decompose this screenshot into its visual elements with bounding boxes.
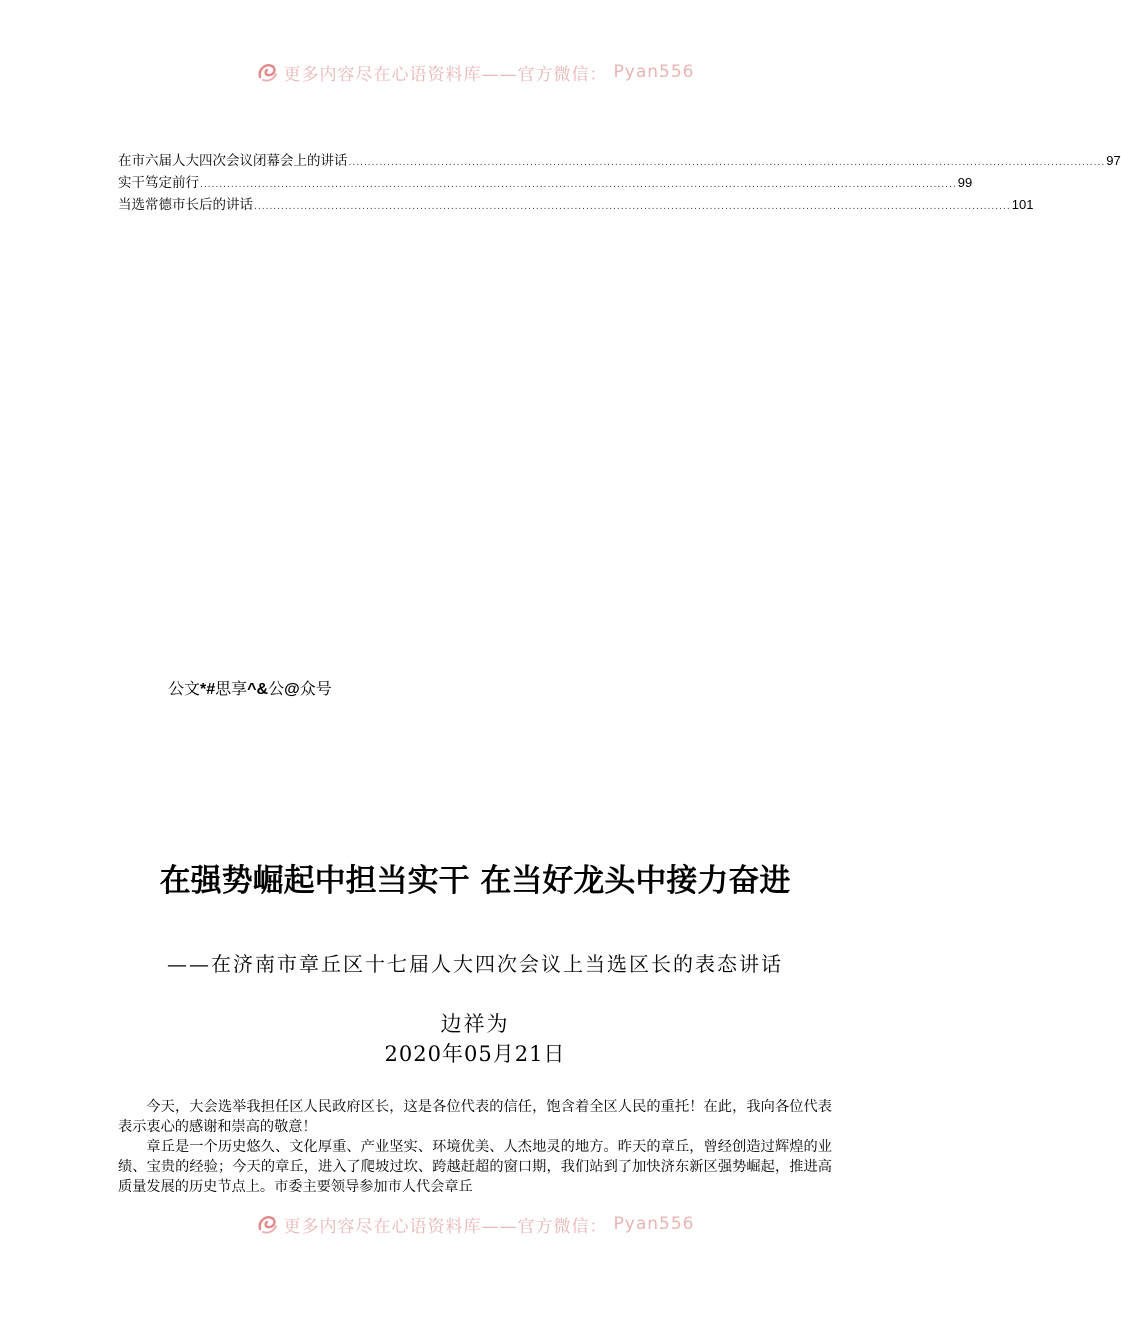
promo-symbol: ^& [247,681,269,698]
article-subtitle: ——在济南市章丘区十七届人大四次会议上当选区长的表态讲话 [167,952,783,976]
promo-text: 公 [268,679,285,698]
toc-leader-dots: .................................................................................................................................................................................................... [348,158,1106,168]
article-title: 在强势崛起中担当实干 在当好龙头中接力奋进 [159,863,791,899]
watermark-text: 更多内容尽在心语资料库——官方微信： [283,64,608,85]
toc-entry-page: 99 [957,175,973,190]
watermark-text: 更多内容尽在心语资料库——官方微信： [283,1216,608,1237]
table-of-contents [118,150,1121,216]
watermark-handle: Pyan556 [613,62,695,82]
promo-text: 众号 [299,679,332,698]
article-date: 2020年05月21日 [384,1042,566,1066]
body-paragraph: 今天，大会选举我担任区人民政府区长，这是各位代表的信任，饱含着全区人民的重托！在此，我向各位代表表示衷心的感谢和崇高的敬意！ [118,1099,832,1135]
article-body [118,1097,832,1197]
toc-entry[interactable] [118,150,1121,172]
toc-leader-dots: .................................................................................................................................................................................................... [254,202,1011,212]
watermark-footer [0,1209,950,1239]
watermark-handle: Pyan556 [613,1214,695,1234]
promo-symbol: @ [284,681,300,698]
toc-leader-dots: .................................................................................................................................................................................................... [200,180,957,190]
toc-entry-page: 97 [1106,153,1121,168]
toc-entry-title: 实干笃定前行 [118,175,199,191]
promo-text: 思享 [215,679,248,698]
swirl-logo-icon [256,61,278,83]
toc-entry[interactable] [118,194,1034,216]
promo-symbol: *# [200,681,216,698]
toc-entry[interactable] [118,172,973,194]
promo-text: 公文 [168,679,201,698]
toc-entry-title: 当选常德市长后的讲话 [118,197,253,213]
article-author: 边祥为 [440,1012,510,1036]
promo-line [168,678,332,701]
body-paragraph: 章丘是一个历史悠久、文化厚重、产业坚实、环境优美、人杰地灵的地方。昨天的章丘，曾经创造过辉煌的业绩、宝贵的经验；今天的章丘，进入了爬坡过坎、跨越赶超的窗口期，我们站到了加快济东新区强势崛起，推进高质量发展的历史节点上。市委主要领导参加市人代会章丘 [118,1139,832,1195]
toc-entry-page: 101 [1011,197,1034,212]
toc-entry-title: 在市六届人大四次会议闭幕会上的讲话 [118,153,348,169]
swirl-logo-icon [256,1213,278,1235]
watermark-header [0,57,950,87]
